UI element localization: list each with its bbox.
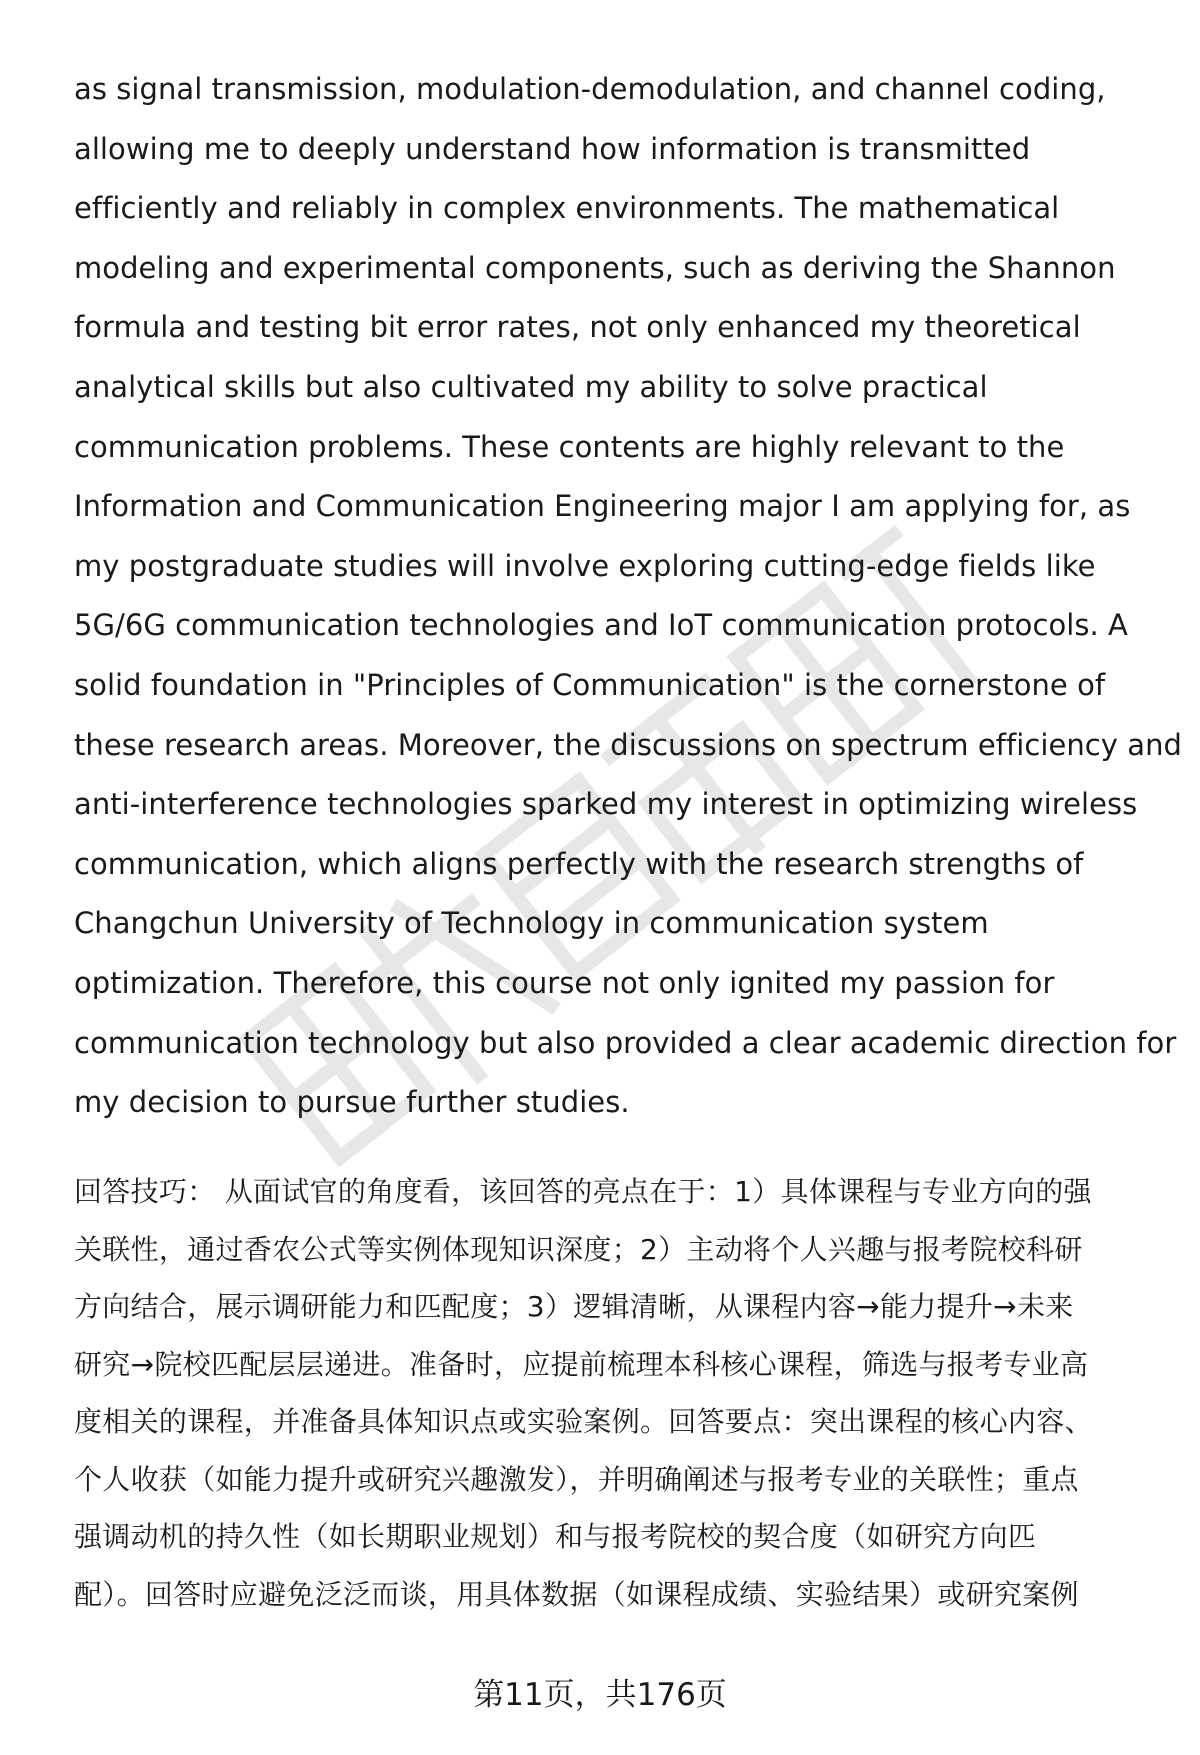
text-line: solid foundation in "Principles of Communication" is the cornerstone of (74, 667, 1106, 702)
text-line: communication, which aligns perfectly with the research strengths of (74, 846, 1084, 881)
text-line: as signal transmission, modulation-demodulation, and channel coding, (74, 72, 1106, 106)
text-line: 关联性，通过香农公式等实例体现知识深度；2）主动将个人兴趣与报考院校科研 (74, 1232, 1083, 1266)
text-line: 度相关的课程，并准备具体知识点或实验案例。回答要点：突出课程的核心内容、 (74, 1405, 1093, 1438)
text-line: Information and Communication Engineering major I am applying for, as (74, 489, 1131, 524)
text-line: my postgraduate studies will involve exploring cutting-edge fields like (74, 548, 1096, 583)
text-line: my decision to pursue further studies. (74, 1085, 630, 1120)
text-line: 配）。回答时应避免泛泛而谈，用具体数据（如课程成绩、实验结果）或研究案例 (74, 1577, 1079, 1611)
text-line: 研究→院校匹配层层递进。准备时，应提前梳理本科核心课程，筛选与报考专业高 (74, 1347, 1089, 1381)
text-line: Changchun University of Technology in communication system (74, 906, 989, 941)
text-line: 方向结合，展示调研能力和匹配度；3）逻辑清晰，从课程内容→能力提升→未来 (74, 1290, 1074, 1323)
text-line: formula and testing bit error rates, not only enhanced my theoretical (74, 310, 1081, 345)
text-line: anti-interference technologies sparked my interest in optimizing wireless (74, 787, 1138, 822)
text-line: analytical skills but also cultivated my ability to solve practical (74, 369, 988, 404)
page-number-footer: 第11页，共176页 (473, 1677, 727, 1713)
text-line: optimization. Therefore, this course not only ignited my passion for (74, 965, 1055, 1000)
text-line: communication problems. These contents are highly relevant to the (74, 429, 1065, 464)
text-line: 强调动机的持久性（如长期职业规划）和与报考院校的契合度（如研究方向匹 (74, 1520, 1037, 1553)
text-line: allowing me to deeply understand how information is transmitted (74, 131, 1031, 166)
text-line: these research areas. Moreover, the discussions on spectrum efficiency and (74, 727, 1182, 762)
answer-tips-paragraph (74, 1163, 1154, 1623)
text-line: communication technology but also provided a clear academic direction for (74, 1025, 1177, 1060)
text-line: 个人收获（如能力提升或研究兴趣激发），并明确阐述与报考专业的关联性；重点 (74, 1462, 1079, 1496)
text-line: efficiently and reliably in complex environments. The mathematical (74, 191, 1060, 226)
answer-english-paragraph (74, 60, 1182, 1133)
text-line: 5G/6G communication technologies and IoT communication protocols. A (74, 608, 1128, 643)
text-line: modeling and experimental components, such as deriving the Shannon (74, 250, 1116, 285)
text-line: 回答技巧： 从面试官的角度看，该回答的亮点在于：1）具体课程与专业方向的强 (74, 1175, 1092, 1208)
